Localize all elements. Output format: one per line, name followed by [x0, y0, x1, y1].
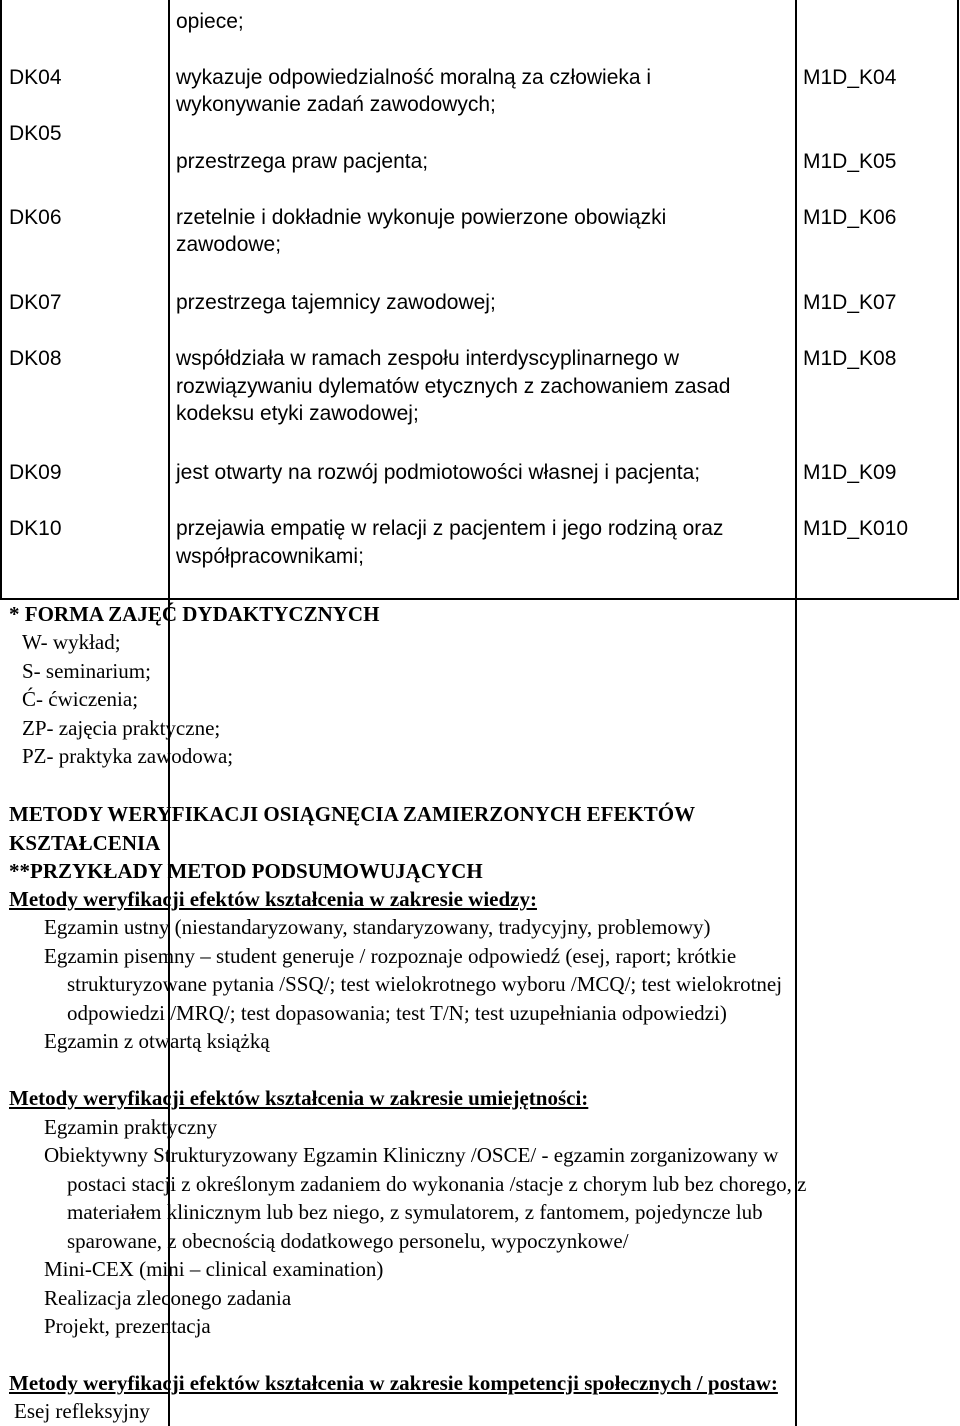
- skills-line: Realizacja zleconego zadania: [44, 1286, 292, 1310]
- row-ref: M1D_K06: [803, 206, 897, 229]
- skills-heading: Metody weryfikacji efektów kształcenia w zakresie umiejętności:: [9, 1086, 589, 1110]
- row-code: DK10: [9, 517, 62, 540]
- row-text-line: zawodowe;: [176, 233, 282, 256]
- skills-line: Egzamin praktyczny: [44, 1115, 218, 1139]
- row-code: DK04: [9, 66, 62, 89]
- row-ref: M1D_K05: [803, 150, 897, 173]
- knowledge-heading: Metody weryfikacji efektów kształcenia w zakresie wiedzy:: [9, 887, 537, 911]
- table-border-right: [957, 0, 959, 600]
- methods-title-continued: KSZTAŁCENIA: [9, 831, 161, 855]
- skills-line: Mini-CEX (mini – clinical examination): [44, 1257, 384, 1281]
- examples-title: **PRZYKŁADY METOD PODSUMOWUJĄCYCH: [9, 859, 483, 883]
- forms-item: PZ- praktyka zawodowa;: [22, 744, 234, 768]
- row-ref: M1D_K09: [803, 461, 897, 484]
- social-line: Esej refleksyjny: [14, 1399, 150, 1423]
- table-border-left: [0, 0, 2, 600]
- row-ref: M1D_K07: [803, 291, 897, 314]
- row-text-line: jest otwarty na rozwój podmiotowości własnej i pacjenta;: [176, 461, 701, 484]
- row-text-line: przestrzega praw pacjenta;: [176, 150, 429, 173]
- row-text-line: rzetelnie i dokładnie wykonuje powierzone obowiązki: [176, 206, 667, 229]
- knowledge-line: Egzamin z otwartą książką: [44, 1029, 270, 1053]
- row-ref: M1D_K010: [803, 517, 909, 540]
- skills-line: materiałem klinicznym lub bez niego, z symulatorem, z fantomem, pojedyncze lub: [67, 1200, 763, 1224]
- table-fragment-text: opiece;: [176, 10, 244, 33]
- skills-line: postaci stacji z określonym zadaniem do wykonania /stacje z chorym lub bez chorego, z: [67, 1172, 807, 1196]
- row-text-line: wykonywanie zadań zawodowych;: [176, 93, 496, 116]
- row-ref: M1D_K04: [803, 66, 897, 89]
- row-code: DK05: [9, 122, 62, 145]
- row-code: DK08: [9, 347, 62, 370]
- row-text-line: wykazuje odpowiedzialność moralną za człowieka i: [176, 66, 652, 89]
- forms-item: ZP- zajęcia praktyczne;: [22, 716, 221, 740]
- forms-item: W- wykład;: [22, 630, 121, 654]
- skills-line: Obiektywny Strukturyzowany Egzamin Kliniczny /OSCE/ - egzamin zorganizowany w: [44, 1143, 779, 1167]
- row-code: DK06: [9, 206, 62, 229]
- row-text-line: rozwiązywaniu dylematów etycznych z zachowaniem zasad: [176, 375, 731, 398]
- table-divider-2: [795, 0, 797, 1426]
- row-text-line: przejawia empatię w relacji z pacjentem i jego rodziną oraz: [176, 517, 724, 540]
- row-code: DK09: [9, 461, 62, 484]
- row-text-line: współdziała w ramach zespołu interdyscyplinarnego w: [176, 347, 680, 370]
- forms-title: * FORMA ZAJĘĆ DYDAKTYCZNYCH: [9, 602, 380, 626]
- methods-title: METODY WERYFIKACJI OSIĄGNĘCIA ZAMIERZONYCH EFEKTÓW: [9, 802, 696, 826]
- knowledge-line: odpowiedzi /MRQ/; test dopasowania; test T/N; test uzupełniania odpowiedzi): [67, 1001, 727, 1025]
- skills-line: Projekt, prezentacja: [44, 1314, 211, 1338]
- knowledge-line: strukturyzowane pytania /SSQ/; test wielokrotnego wyboru /MCQ/; test wielokrotnej: [67, 972, 783, 996]
- social-heading: Metody weryfikacji efektów kształcenia w zakresie kompetencji społecznych / postaw:: [9, 1371, 778, 1395]
- skills-line: sparowane, z obecnością dodatkowego personelu, wypoczynkowe/: [67, 1229, 629, 1253]
- row-text-line: przestrzega tajemnicy zawodowej;: [176, 291, 496, 314]
- forms-item: S- seminarium;: [22, 659, 151, 683]
- row-text-line: kodeksu etyki zawodowej;: [176, 402, 419, 425]
- knowledge-line: Egzamin ustny (niestandaryzowany, standaryzowany, tradycyjny, problemowy): [44, 915, 711, 939]
- row-code: DK07: [9, 291, 62, 314]
- row-text-line: współpracownikami;: [176, 545, 364, 568]
- forms-item: Ć- ćwiczenia;: [22, 687, 139, 711]
- knowledge-line: Egzamin pisemny – student generuje / rozpoznaje odpowiedź (esej, raport; krótkie: [44, 944, 737, 968]
- row-ref: M1D_K08: [803, 347, 897, 370]
